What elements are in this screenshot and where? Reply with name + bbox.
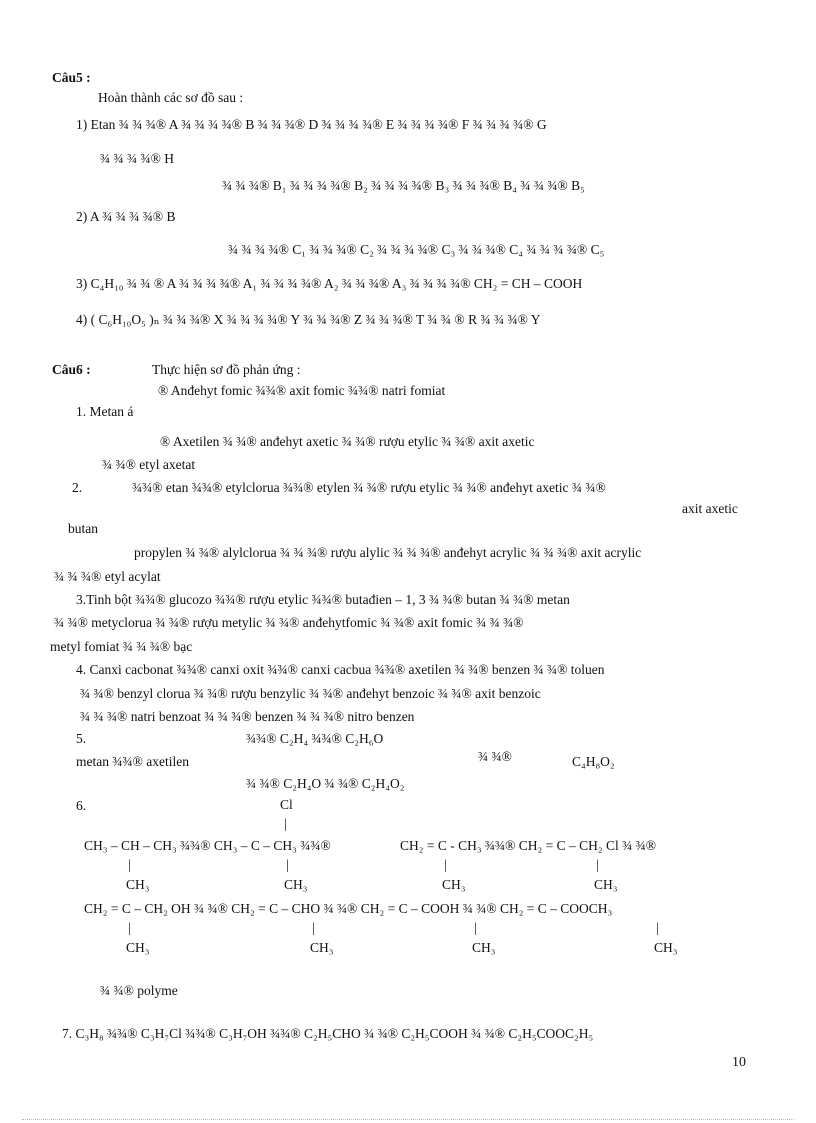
cau6-title: Câu6 : [52,362,91,377]
bond: | [284,816,287,831]
reaction-6-row2: CH₂ = C – CH₂ OH ¾ ¾® CH₂ = C – CHO ¾ ¾® CH₂ = C – COOH ¾ ¾® CH₂ = C – COOCH₃ [84,901,613,916]
reaction-5-lower: ¾ ¾® C₂H₄O ¾ ¾® C₂H₄O₂ [246,776,405,791]
scheme-2-branch: ¾ ¾ ¾ ¾® C₁ ¾ ¾ ¾® C₂ ¾ ¾ ¾ ¾® C₃ ¾ ¾ ¾® C₄ ¾ ¾ ¾ ¾® C₅ [228,242,605,257]
reaction-3-line-b: ¾ ¾® metyclorua ¾ ¾® rượu metylic ¾ ¾® anđehytfomic ¾ ¾® axit fomic ¾ ¾ ¾® [54,615,524,630]
reaction-5-number: 5. [76,731,87,746]
reaction-2-axit-axetic: axit axetic [682,501,738,516]
scheme-4: 4) ( C₆H₁₀O₅ )ₙ ¾ ¾ ¾® X ¾ ¾ ¾ ¾® Y ¾ ¾ ¾® Z ¾ ¾ ¾® T ¾ ¾ ® R ¾ ¾ ¾® Y [76,312,541,327]
reaction-5-arrow: ¾ ¾® [478,749,512,764]
reaction-6-row1-left: CH₃ – CH – CH₃ ¾¾® CH₃ – C – CH₃ ¾¾® [84,838,331,853]
cau5-intro: Hoàn thành các sơ đồ sau : [98,90,244,105]
reaction-6-number: 6. [76,798,87,813]
bond: | [474,920,477,935]
reaction-5-start: metan ¾¾® axetilen [76,754,189,769]
bond: | [312,920,315,935]
reaction-2-lower: propylen ¾ ¾® alylclorua ¾ ¾ ¾® rượu alylic ¾ ¾ ¾® anđehyt acrylic ¾ ¾ ¾® axit acrylic [134,545,642,560]
scheme-1-line-b: ¾ ¾ ¾ ¾® H [100,151,175,166]
bond: | [128,857,131,872]
reaction-2-number: 2. [72,480,83,495]
methyl-group: CH₃ [472,940,496,955]
page-number: 10 [732,1055,746,1070]
reaction-2-upper: ¾¾® etan ¾¾® etylclorua ¾¾® etylen ¾ ¾® rượu etylic ¾ ¾® anđehyt axetic ¾ ¾® [132,480,606,495]
reaction-1-upper: ® Anđehyt fomic ¾¾® axit fomic ¾¾® natri fomiat [158,383,446,398]
methyl-group: CH₃ [594,877,618,892]
reaction-6-end: ¾ ¾® polyme [100,983,178,998]
methyl-group: CH₃ [310,940,334,955]
cau5-title: Câu5 : [52,70,91,85]
footer-divider [22,1119,794,1120]
scheme-3: 3) C₄H₁₀ ¾ ¾ ® A ¾ ¾ ¾ ¾® A₁ ¾ ¾ ¾ ¾® A₂ ¾ ¾ ¾® A₃ ¾ ¾ ¾ ¾® CH₂ = CH – COOH [76,276,583,291]
bond: | [656,920,659,935]
scheme-2-line-a: 2) A ¾ ¾ ¾ ¾® B [76,209,176,224]
methyl-group: CH₃ [442,877,466,892]
methyl-group: CH₃ [126,940,150,955]
reaction-5-upper: ¾¾® C₂H₄ ¾¾® C₂H₆O [246,731,384,746]
scheme-1-branch: ¾ ¾ ¾® B₁ ¾ ¾ ¾ ¾® B₂ ¾ ¾ ¾ ¾® B₃ ¾ ¾ ¾® B₄ ¾ ¾ ¾® B₅ [222,178,585,193]
bond: | [444,857,447,872]
methyl-group: CH₃ [126,877,150,892]
methyl-group: CH₃ [284,877,308,892]
reaction-3-line-a: 3.Tinh bột ¾¾® glucozo ¾¾® rượu etylic ¾¾® butađien – 1, 3 ¾ ¾® butan ¾ ¾® metan [76,592,570,607]
reaction-2-butan: butan [68,521,98,536]
reaction-1-end: ¾ ¾® etyl axetat [102,457,196,472]
scheme-1-line-a: 1) Etan ¾ ¾ ¾® A ¾ ¾ ¾ ¾® B ¾ ¾ ¾® D ¾ ¾ ¾ ¾® E ¾ ¾ ¾ ¾® F ¾ ¾ ¾ ¾® G [76,117,547,132]
reaction-4-line-b: ¾ ¾® benzyl clorua ¾ ¾® rượu benzylic ¾ ¾® anđehyt benzoic ¾ ¾® axit benzoic [80,686,541,701]
reaction-4-line-a: 4. Canxi cacbonat ¾¾® canxi oxit ¾¾® canxi cacbua ¾¾® axetilen ¾ ¾® benzen ¾ ¾® toluen [76,662,605,677]
reaction-1-start: 1. Metan á [76,404,134,419]
reaction-7: 7. C₃H₈ ¾¾® C₃H₇Cl ¾¾® C₃H₇OH ¾¾® C₂H₅CHO ¾ ¾® C₂H₅COOH ¾ ¾® C₂H₅COOC₂H₅ [62,1026,594,1041]
reaction-5-product: C₄H₈O₂ [572,754,615,769]
reaction-3-line-c: metyl fomiat ¾ ¾ ¾® bạc [50,639,193,654]
reaction-1-lower: ® Axetilen ¾ ¾® anđehyt axetic ¾ ¾® rượu etylic ¾ ¾® axit axetic [160,434,535,449]
reaction-4-line-c: ¾ ¾ ¾® natri benzoat ¾ ¾ ¾® benzen ¾ ¾ ¾® nitro benzen [80,709,415,724]
methyl-group: CH₃ [654,940,678,955]
bond: | [596,857,599,872]
bond: | [128,920,131,935]
bond: | [286,857,289,872]
cau6-heading: Thực hiện sơ đồ phản ứng : [152,362,301,377]
reaction-2-end: ¾ ¾ ¾® etyl acylat [54,569,161,584]
chlorine-substituent: Cl [280,797,293,812]
reaction-6-row1-right: CH₂ = C - CH₃ ¾¾® CH₂ = C – CH₂ Cl ¾ ¾® [400,838,656,853]
